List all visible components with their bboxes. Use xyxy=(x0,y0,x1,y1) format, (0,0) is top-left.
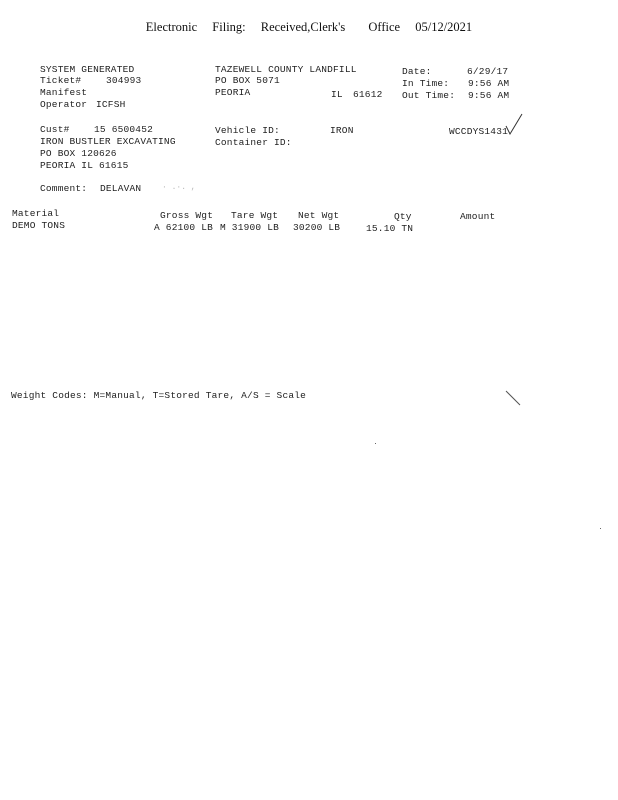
vehicle-label: Vehicle ID: xyxy=(215,125,280,136)
comment-smudge: · .·. , xyxy=(162,183,196,192)
col-gross: Gross Wgt xyxy=(160,210,214,221)
pen-stroke-mark xyxy=(505,390,523,408)
row-net: 30200 LB xyxy=(293,222,341,233)
header-date: 05/12/2021 xyxy=(415,20,473,34)
col-qty: Qty xyxy=(394,211,412,222)
out-time-value: 9:56 AM xyxy=(468,90,510,101)
col-tare: Tare Wgt xyxy=(231,210,279,221)
comment-label: Comment: xyxy=(40,183,88,194)
operator-label: Operator xyxy=(40,99,88,110)
speck xyxy=(375,443,376,444)
weight-codes: Weight Codes: M=Manual, T=Stored Tare, A/S = Scale xyxy=(11,390,307,401)
header-received: Received,Clerk's xyxy=(260,20,346,34)
vehicle-value: IRON xyxy=(330,125,354,136)
row-qty: 15.10 TN xyxy=(366,223,414,234)
filing-header xyxy=(0,20,618,35)
col-net: Net Wgt xyxy=(298,210,340,221)
col-amount: Amount xyxy=(460,211,496,222)
customer-number: 15 6500452 xyxy=(94,124,154,135)
row-gross: A 62100 LB xyxy=(154,222,214,233)
header-office: Office xyxy=(368,20,401,34)
date-value: 6/29/17 xyxy=(467,66,509,77)
checkmark-icon xyxy=(505,113,525,137)
date-label: Date: xyxy=(402,66,432,77)
landfill-zip: 61612 xyxy=(353,89,383,100)
system-generated-label: SYSTEM GENERATED xyxy=(40,64,135,75)
landfill-state: IL xyxy=(331,89,343,100)
customer-label: Cust# xyxy=(40,124,70,135)
landfill-po-box: PO BOX 5071 xyxy=(215,75,280,86)
ticket-label: Ticket# xyxy=(40,75,82,86)
customer-po-box: PO BOX 120626 xyxy=(40,148,117,159)
header-electronic: Electronic xyxy=(145,20,198,34)
container-label: Container ID: xyxy=(215,137,292,148)
customer-city: PEORIA IL 61615 xyxy=(40,160,129,171)
ticket-number: 304993 xyxy=(106,75,142,86)
vehicle-code: WCCDYS1431 xyxy=(449,126,509,137)
customer-name: IRON BUSTLER EXCAVATING xyxy=(40,136,176,147)
landfill-city: PEORIA xyxy=(215,87,251,98)
operator-value: ICFSH xyxy=(96,99,126,110)
in-time-value: 9:56 AM xyxy=(468,78,510,89)
speck xyxy=(600,528,601,529)
header-filing: Filing: xyxy=(212,20,246,34)
in-time-label: In Time: xyxy=(402,78,450,89)
col-material: Material xyxy=(12,208,60,219)
landfill-name: TAZEWELL COUNTY LANDFILL xyxy=(215,64,357,75)
row-material: DEMO TONS xyxy=(12,220,66,231)
comment-value: DELAVAN xyxy=(100,183,142,194)
row-tare: M 31900 LB xyxy=(220,222,280,233)
manifest-label: Manifest xyxy=(40,87,88,98)
out-time-label: Out Time: xyxy=(402,90,456,101)
